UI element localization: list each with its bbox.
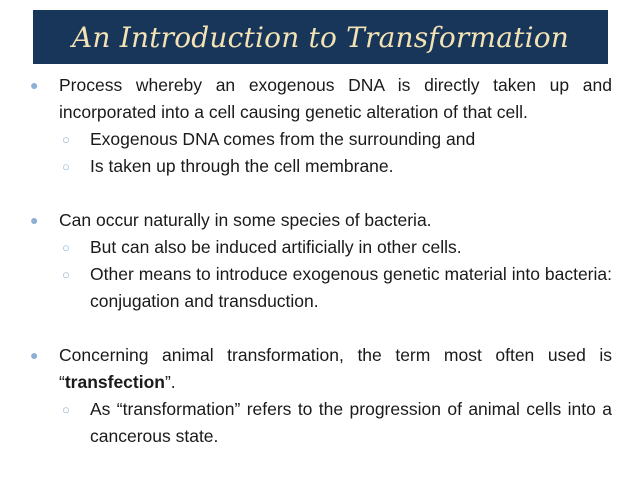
bullet-1-sub-2 [28, 153, 612, 180]
bullet-3-sub-1 [28, 396, 612, 450]
bullet-3-sub-1-text: As “transformation” refers to the progression of animal cells into a cancerous state. [90, 399, 612, 446]
title-bar [33, 10, 608, 64]
bullet-1-sub-1 [28, 126, 612, 153]
slide-content [28, 72, 612, 450]
sub-bullet-circle-icon: ○ [62, 240, 70, 255]
bullet-3-text-before: Concerning animal transformation, the term most often used is “ [59, 345, 612, 392]
sub-bullet-circle-icon: ○ [62, 159, 70, 174]
bullet-dot-icon: ● [30, 77, 39, 93]
slide-title: An Introduction to Transformation [71, 20, 570, 54]
bullet-2-sub-2 [28, 261, 612, 315]
sub-bullet-circle-icon: ○ [62, 267, 70, 282]
bullet-2-text: Can occur naturally in some species of bacteria. [59, 210, 432, 230]
bullet-1-text: Process whereby an exogenous DNA is directly taken up and incorporated into a cell causing genetic alteration of that cell. [59, 75, 612, 122]
bullet-dot-icon: ● [30, 347, 39, 363]
sub-bullet-circle-icon: ○ [62, 402, 70, 417]
bullet-1-sub-2-text: Is taken up through the cell membrane. [90, 156, 394, 176]
bullet-2-sub-1-text: But can also be induced artificially in other cells. [90, 237, 462, 257]
spacer [28, 180, 612, 207]
bullet-2-sub-1 [28, 234, 612, 261]
bullet-3 [28, 342, 612, 396]
bullet-3-bold-term: transfection [64, 372, 165, 392]
bullet-2-sub-2-text: Other means to introduce exogenous genetic material into bacteria: conjugation and transduction. [90, 264, 612, 311]
bullet-3-text-after: ”. [164, 372, 176, 392]
sub-bullet-circle-icon: ○ [62, 132, 70, 147]
bullet-dot-icon: ● [30, 212, 39, 228]
bullet-1 [28, 72, 612, 126]
bullet-1-sub-1-text: Exogenous DNA comes from the surrounding and [90, 129, 476, 149]
spacer [28, 315, 612, 342]
bullet-2 [28, 207, 612, 234]
